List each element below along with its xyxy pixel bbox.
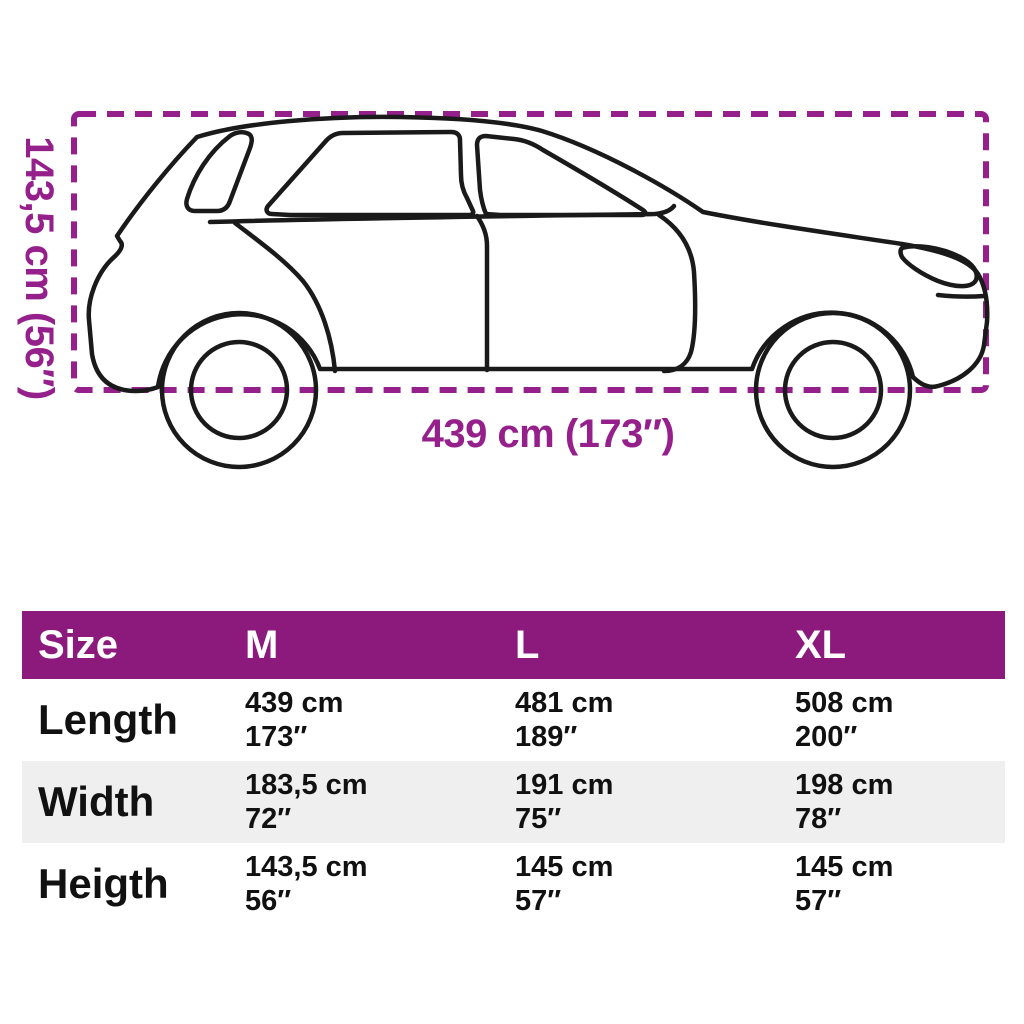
header-cell-l: L (515, 623, 540, 667)
car-bumper-crease (938, 295, 984, 297)
header-cell-xl: XL (795, 623, 847, 667)
car-front-door-edge (659, 215, 695, 371)
value-cm: 198 cm (795, 769, 894, 801)
car-rear-window (267, 132, 474, 215)
row-label-heigth: Heigth (38, 860, 169, 907)
table-row-width (22, 761, 1005, 843)
cell-length-m (229, 686, 499, 754)
cell-heigth-l (499, 850, 779, 918)
car-front-window (477, 136, 645, 215)
table-row-length (22, 679, 1005, 761)
cell-length-xl (779, 686, 1005, 754)
table-header-row (22, 611, 1005, 679)
value-in: 57″ (515, 885, 562, 917)
cell-width-xl (779, 768, 1005, 836)
table-row-heigth (22, 843, 1005, 925)
value-in: 56″ (245, 885, 292, 917)
value-in: 72″ (245, 803, 292, 835)
value-cm: 145 cm (795, 851, 894, 883)
length-dimension-label: 439 cm (173″) (421, 412, 675, 456)
header-cell-m: M (245, 623, 279, 667)
header-cell-size: Size (38, 623, 119, 667)
value-cm: 183,5 cm (245, 769, 368, 801)
value-cm: 481 cm (515, 687, 614, 719)
row-label-length: Length (38, 696, 178, 743)
car-quarter-window (186, 132, 251, 211)
value-cm: 191 cm (515, 769, 614, 801)
cell-heigth-m (229, 850, 499, 918)
car-door-split-line (477, 216, 487, 370)
size-table (22, 611, 1005, 925)
value-cm: 145 cm (515, 851, 614, 883)
value-cm: 508 cm (795, 687, 894, 719)
car-rear-door-edge (235, 223, 335, 371)
cell-width-l (499, 768, 779, 836)
value-in: 189″ (515, 721, 578, 753)
height-dimension-label: 143,5 cm (56″) (17, 136, 61, 400)
row-label-width: Width (38, 778, 155, 825)
car-rear-wheel-outer (162, 313, 316, 467)
car-body-outline (89, 117, 987, 391)
value-in: 173″ (245, 721, 308, 753)
value-in: 200″ (795, 721, 858, 753)
value-in: 75″ (515, 803, 562, 835)
value-cm: 143,5 cm (245, 851, 368, 883)
cell-length-l (499, 686, 779, 754)
cell-width-m (229, 768, 499, 836)
value-cm: 439 cm (245, 687, 344, 719)
value-in: 78″ (795, 803, 842, 835)
value-in: 57″ (795, 885, 842, 917)
cell-heigth-xl (779, 850, 1005, 918)
